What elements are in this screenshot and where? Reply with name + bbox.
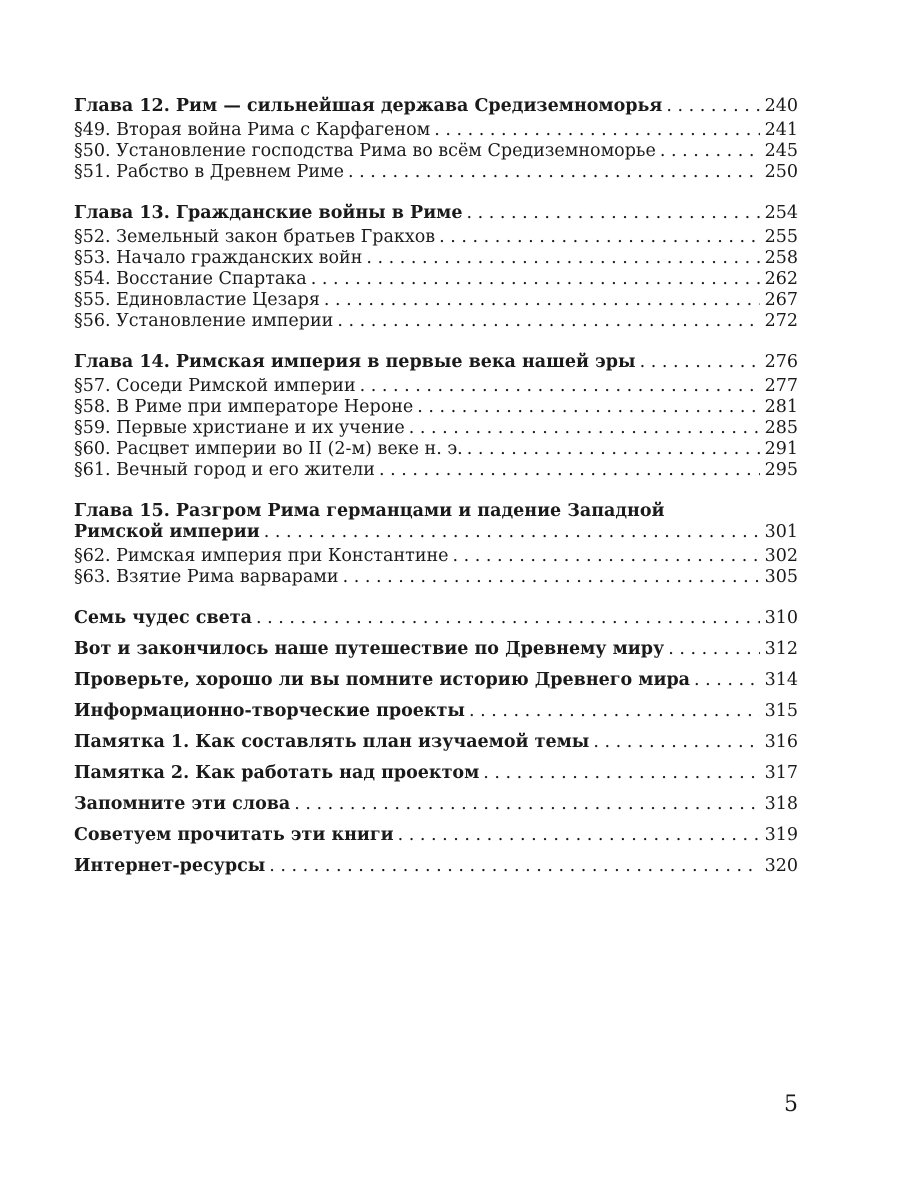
section-entry	[74, 311, 798, 332]
dot-leader	[666, 96, 760, 117]
section-title: §59. Первые христиане и их учение	[74, 418, 405, 438]
chapter-heading	[74, 96, 798, 117]
section-title: §61. Вечный город и его жители	[74, 460, 375, 480]
dot-leader	[379, 460, 760, 481]
entry-title: Семь чудес света	[74, 608, 252, 628]
extra-entry	[74, 701, 798, 722]
entry-title: Вот и закончилось наше путешествие по Древнему миру	[74, 639, 665, 659]
page-number: 317	[764, 763, 798, 783]
page-number: 250	[764, 162, 798, 182]
page-folio: 5	[784, 1092, 798, 1117]
page-number: 245	[764, 141, 798, 161]
page-number: 316	[764, 732, 798, 752]
section-entry	[74, 460, 798, 481]
entry-title: Советуем прочитать эти книги	[74, 825, 394, 845]
extra-entry	[74, 732, 798, 753]
dot-leader	[439, 227, 760, 248]
dot-leader	[366, 248, 760, 269]
section-entry	[74, 439, 798, 460]
section-entry	[74, 290, 798, 311]
dot-leader	[324, 290, 760, 311]
dot-leader	[337, 311, 760, 332]
dot-leader	[467, 203, 760, 224]
page-number: 295	[764, 460, 798, 480]
section-title: §51. Рабство в Древнем Риме	[74, 162, 344, 182]
section-entry	[74, 546, 798, 567]
page-number: 285	[764, 418, 798, 438]
extra-entry	[74, 825, 798, 846]
section-entry	[74, 567, 798, 588]
dot-leader	[269, 856, 760, 877]
section-title: §53. Начало гражданских войн	[74, 248, 363, 268]
section-title: §58. В Риме при императоре Нероне	[74, 397, 414, 417]
page-number: 241	[764, 120, 798, 140]
dot-leader	[311, 269, 760, 290]
page-number: 240	[764, 96, 798, 116]
section-title: §62. Римская империя при Константине	[74, 546, 449, 566]
page-number: 255	[764, 227, 798, 247]
page-number: 276	[764, 352, 798, 372]
chapter-title-line: Глава 15. Разгром Рима германцами и падение Западной	[74, 501, 665, 521]
dot-leader	[256, 608, 760, 629]
section-title: §49. Вторая война Рима с Карфагеном	[74, 120, 431, 140]
section-title: §60. Расцвет империи во II (2-м) веке н. э.	[74, 439, 463, 459]
extra-entry	[74, 794, 798, 815]
entry-title: Памятка 1. Как составлять план изучаемой темы	[74, 732, 590, 752]
section-entry	[74, 120, 798, 141]
page-number: 320	[764, 856, 798, 876]
section-entry	[74, 227, 798, 248]
page-number: 258	[764, 248, 798, 268]
chapter-title: Глава 14. Римская империя в первые века нашей эры	[74, 352, 636, 372]
page-number: 254	[764, 203, 798, 223]
page-number: 312	[764, 639, 798, 659]
dot-leader	[264, 522, 760, 543]
dot-leader	[360, 376, 760, 397]
dot-leader	[417, 397, 760, 418]
section-title: §54. Восстание Спартака	[74, 269, 307, 289]
section-entry	[74, 141, 798, 162]
page-number: 291	[764, 439, 798, 459]
extra-entry	[74, 639, 798, 660]
section-title: §55. Единовластие Цезаря	[74, 290, 320, 310]
section-title: §50. Установление господства Рима во всём Средиземноморье	[74, 141, 656, 161]
dot-leader	[640, 352, 760, 373]
extra-entry	[74, 670, 798, 691]
dot-leader	[343, 567, 760, 588]
table-of-contents	[74, 96, 798, 887]
page-number: 305	[764, 567, 798, 587]
extra-entry	[74, 763, 798, 784]
entry-title: Проверьте, хорошо ли вы помните историю Древнего мира	[74, 670, 691, 690]
chapter-heading	[74, 522, 798, 543]
dot-leader	[434, 120, 760, 141]
section-entry	[74, 269, 798, 290]
chapter-title: Римской империи	[74, 522, 260, 542]
page-number: 319	[764, 825, 798, 845]
chapter-title: Глава 13. Гражданские войны в Риме	[74, 203, 463, 223]
section-title: §52. Земельный закон братьев Гракхов	[74, 227, 436, 247]
dot-leader	[409, 418, 760, 439]
section-title: §63. Взятие Рима варварами	[74, 567, 339, 587]
extra-entry	[74, 608, 798, 629]
section-title: §56. Установление империи	[74, 311, 334, 331]
section-title: §57. Соседи Римской империи	[74, 376, 356, 396]
page-number: 302	[764, 546, 798, 566]
page-number: 262	[764, 269, 798, 289]
page-number: 281	[764, 397, 798, 417]
chapter-heading	[74, 352, 798, 373]
dot-leader	[593, 732, 760, 753]
page-number: 314	[764, 670, 798, 690]
dot-leader	[668, 639, 760, 660]
extra-entry	[74, 856, 798, 877]
chapter-14	[74, 352, 798, 481]
page-number: 277	[764, 376, 798, 396]
page-number: 315	[764, 701, 798, 721]
dot-leader	[398, 825, 760, 846]
dot-leader	[483, 763, 760, 784]
chapter-title: Глава 12. Рим — сильнейшая держава Средиземноморья	[74, 96, 663, 116]
page-number: 310	[764, 608, 798, 628]
section-entry	[74, 376, 798, 397]
chapter-13	[74, 203, 798, 332]
entry-title: Запомните эти слова	[74, 794, 291, 814]
chapter-15	[74, 501, 798, 588]
page-number: 301	[764, 522, 798, 542]
section-entry	[74, 418, 798, 439]
dot-leader	[453, 546, 760, 567]
dot-leader	[694, 670, 760, 691]
dot-leader	[467, 439, 760, 460]
chapter-heading	[74, 203, 798, 224]
section-entry	[74, 248, 798, 269]
entry-title: Информационно-творческие проекты	[74, 701, 465, 721]
dot-leader	[660, 141, 760, 162]
entry-title: Интернет-ресурсы	[74, 856, 266, 876]
dot-leader	[294, 794, 760, 815]
entry-title: Памятка 2. Как работать над проектом	[74, 763, 480, 783]
chapter-12	[74, 96, 798, 183]
page-number: 267	[764, 290, 798, 310]
section-entry	[74, 397, 798, 418]
dot-leader	[469, 701, 760, 722]
dot-leader	[348, 162, 760, 183]
page-number: 272	[764, 311, 798, 331]
section-entry	[74, 162, 798, 183]
page-number: 318	[764, 794, 798, 814]
